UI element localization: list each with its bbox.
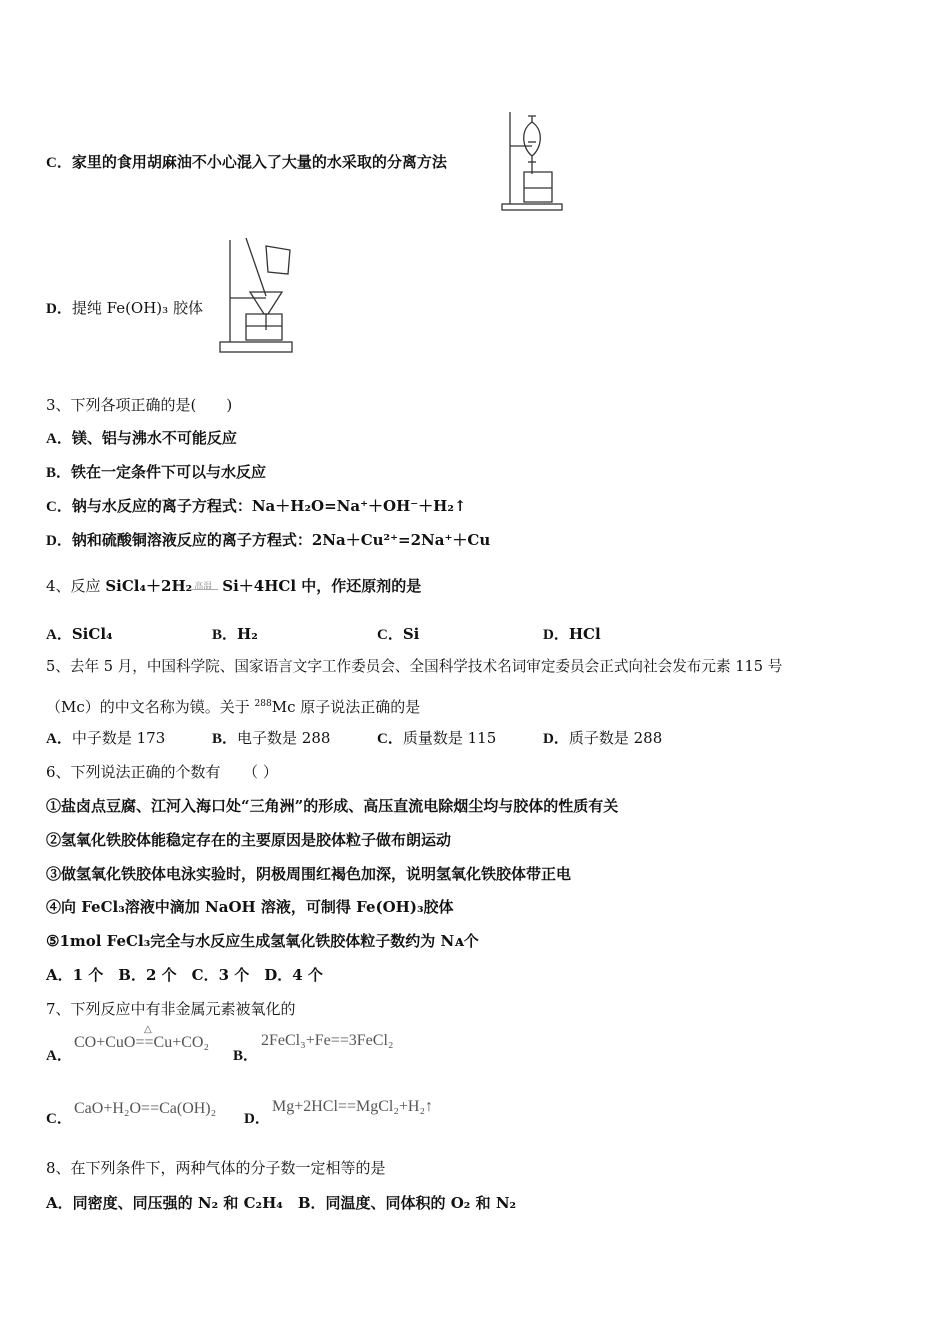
q7-option-c-formula: CaO+H₂O==Ca(OH)₂ xyxy=(74,1100,217,1117)
q3-option-c xyxy=(46,496,466,517)
option-text: HCl xyxy=(568,625,601,643)
q6-item-3: ③做氢氧化铁胶体电泳实验时，阴极周围红褐色加深，说明氢氧化铁胶体带正电 xyxy=(46,865,572,883)
option-label: D． xyxy=(46,301,72,317)
q7-option-b-formula: 2FeCl₃+Fe==3FeCl₂ xyxy=(261,1032,394,1049)
option-label: B． xyxy=(212,627,238,643)
q6-item-2: ②氢氧化铁胶体能稳定存在的主要原因是胶体粒子做布朗运动 xyxy=(46,831,452,849)
q4-option-c xyxy=(377,624,419,645)
q8-stem: 8、在下列条件下，两种气体的分子数一定相等的是 xyxy=(46,1159,386,1177)
option-label: C． xyxy=(46,499,72,515)
q4-option-d xyxy=(543,624,601,645)
q5-stem-line1: 5、去年 5 月，中国科学院、国家语言文字工作委员会、全国科学技术名词审定委员会正式向社会发布元素 115 号 xyxy=(46,658,783,675)
q7-option-a-formula xyxy=(74,1024,210,1052)
q7-stem: 7、下列反应中有非金属元素被氧化的 xyxy=(46,1000,296,1018)
option-label: B． xyxy=(212,731,238,747)
q6-item-1: ①盐卤点豆腐、江河入海口处“三角洲”的形成、高压直流电除烟尘均与胶体的性质有关 xyxy=(46,797,619,815)
q5-option-b xyxy=(212,728,330,749)
option-label: D． xyxy=(543,627,569,643)
q4-option-a xyxy=(46,624,113,645)
option-text: 提纯 Fe(OH)₃ 胶体 xyxy=(71,299,203,317)
mass-number: 288 xyxy=(254,699,272,709)
q6-item-5: ⑤1mol FeCl₃完全与水反应生成氢氧化铁胶体粒子数约为 Nᴀ个 xyxy=(46,932,479,950)
formula-text: CO+CuO==Cu+CO₂ xyxy=(74,1034,210,1051)
option-text: SiCl₄ xyxy=(71,625,113,643)
stem-text: （Mc）的中文名称为镆。关于 xyxy=(46,698,255,716)
q6-stem: 6、下列说法正确的个数有 （ ） xyxy=(46,763,278,781)
option-label: A． xyxy=(46,431,72,447)
q7-option-c-label: C． xyxy=(46,1111,72,1127)
option-label: A． xyxy=(46,731,72,747)
q3-option-b xyxy=(46,462,266,483)
products: Si＋4HCl xyxy=(222,577,297,595)
q6-options: A．1 个 B．2 个 C．3 个 D．4 个 xyxy=(46,966,323,984)
q3-option-a xyxy=(46,428,237,449)
q5-option-a xyxy=(46,728,165,749)
reaction-condition: 高温 xyxy=(194,582,213,592)
q5-option-d xyxy=(543,728,662,749)
option-text: 铁在一定条件下可以与水反应 xyxy=(71,463,267,481)
heat-condition: △ xyxy=(144,1024,152,1035)
option-text: 钠与水反应的离子方程式：Na＋H₂O=Na⁺＋OH⁻＋H₂↑ xyxy=(71,497,467,515)
q2-option-d xyxy=(46,298,203,319)
q6-item-4: ④向 FeCl₃溶液中滴加 NaOH 溶液，可制得 Fe(OH)₃胶体 xyxy=(46,898,454,916)
q7-option-b-label: B． xyxy=(233,1048,259,1064)
option-text: 镁、铝与沸水不可能反应 xyxy=(71,429,237,447)
q7-option-a-label: A． xyxy=(46,1048,72,1064)
option-label: C． xyxy=(377,731,403,747)
q4-option-b xyxy=(212,624,258,645)
option-text: 家里的食用胡麻油不小心混入了大量的水采取的分离方法 xyxy=(71,153,447,171)
stem-text: 原子说法正确的是 xyxy=(295,698,421,716)
q5-option-c xyxy=(377,728,496,749)
q2-option-c xyxy=(46,152,447,173)
stem-prefix: 4、反应 xyxy=(46,577,106,595)
option-text: 中子数是 173 xyxy=(71,729,166,747)
option-text: H₂ xyxy=(237,625,258,643)
q4-stem xyxy=(46,576,421,596)
q7-option-d-label: D． xyxy=(244,1111,270,1127)
option-label: C． xyxy=(377,627,403,643)
stem-suffix: 中，作还原剂的是 xyxy=(296,577,422,595)
option-text: 电子数是 288 xyxy=(237,729,331,747)
q3-stem: 3、下列各项正确的是( ) xyxy=(46,396,233,414)
option-label: A． xyxy=(46,627,72,643)
q5-stem-line2 xyxy=(46,694,420,717)
q8-options: A．同密度、同压强的 N₂ 和 C₂H₄ B．同温度、同体积的 O₂ 和 N₂ xyxy=(46,1194,517,1212)
option-label: D． xyxy=(543,731,569,747)
option-label: C． xyxy=(46,155,72,171)
element-symbol: Mc xyxy=(271,698,296,716)
option-label: D． xyxy=(46,533,72,549)
reactants: SiCl₄＋2H₂ xyxy=(105,577,193,595)
separatory-funnel-image xyxy=(498,108,566,214)
option-text: 质量数是 115 xyxy=(402,729,497,747)
filtration-apparatus-image xyxy=(216,234,296,358)
option-text: 质子数是 288 xyxy=(568,729,663,747)
option-text: 钠和硫酸铜溶液反应的离子方程式：2Na＋Cu²⁺=2Na⁺＋Cu xyxy=(71,531,491,549)
option-label: B． xyxy=(46,465,72,481)
option-text: Si xyxy=(402,625,420,643)
q7-option-d-formula: Mg+2HCl==MgCl₂+H₂↑ xyxy=(272,1098,434,1115)
q3-option-d xyxy=(46,530,490,551)
